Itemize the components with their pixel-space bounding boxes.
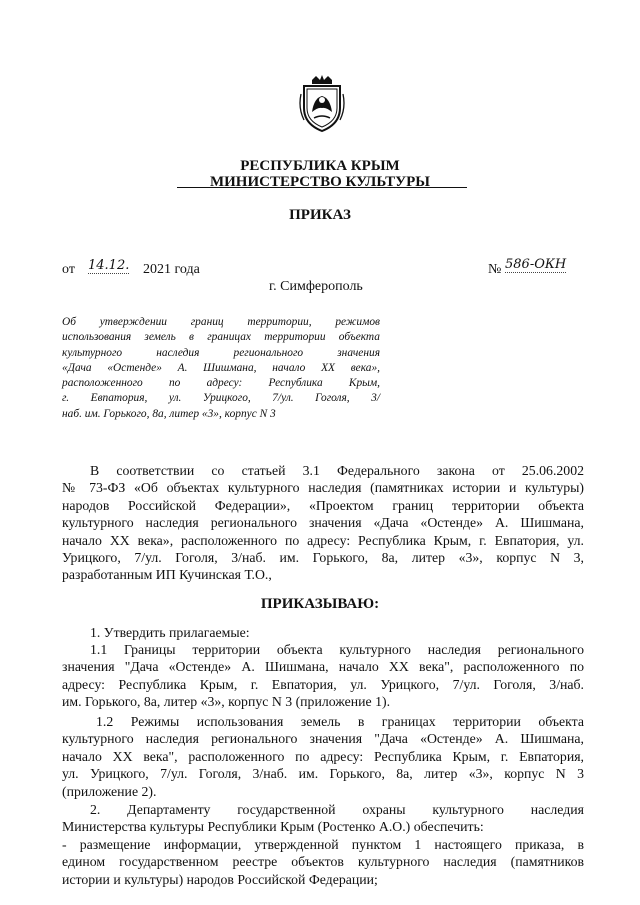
subject-line: наб. им. Горького, 8а, литер «3», корпус N 3: [62, 407, 276, 420]
date-year: 2021 года: [143, 262, 200, 277]
item-1-2-line: (приложение 2).: [62, 783, 157, 799]
item-1-1-line: адресу: Республика Крым, г. Евпатория, ул. Урицкого, 7/ул. Гоголя, 3/наб.: [62, 676, 584, 692]
date-handwritten: 14.12.: [88, 258, 130, 273]
preamble-line: В соответствии со статьей 3.1 Федерального закона от 25.06.2002: [90, 463, 584, 478]
item-1-1: [62, 641, 584, 711]
subject-line: г. Евпатория, ул. Урицкого, 7/ул. Гоголя, 3/: [62, 392, 380, 405]
item-1-2-line: 1.2 Режимы использования земель в границах территории объекта: [96, 714, 584, 729]
date-prefix: от: [62, 262, 75, 277]
republic-title: РЕСПУБЛИКА КРЫМ: [240, 158, 400, 174]
subject-line: «Дача «Остенде» А. Шишмана, начало XX века»,: [62, 361, 380, 374]
item-1-1-line: значения "Дача «Остенде» А. Шишмана, начало XX века", расположенного по: [62, 659, 584, 675]
item-1: [62, 624, 584, 641]
preamble-line: № 73-ФЗ «Об объектах культурного наследия (памятниках истории и культуры): [62, 480, 584, 496]
item-1-1-line: им. Горького, 8а, литер «3», корпус N 3 (приложение 1).: [62, 694, 391, 710]
item-2-line: едином государственном реестре объектов культурного наследия (памятников: [62, 854, 584, 870]
number-handwritten: 586-ОКН: [505, 257, 567, 272]
preamble-line: начало XX века», расположенного по адресу: Республика Крым, г. Евпатория, ул.: [62, 532, 584, 548]
preamble: [62, 462, 584, 584]
header-divider: [177, 187, 467, 188]
preamble-line: Урицкого, 7/ул. Гоголя, 3/наб. им. Горького, 8а, литер «3», корпус N 3,: [62, 550, 584, 566]
item-1-title: 1. Утвердить прилагаемые:: [90, 625, 250, 640]
coat-of-arms-emblem: [298, 74, 346, 134]
preamble-line: народов Российской Федерации», «Проектом границ территории объекта: [62, 497, 584, 513]
item-2-line: - размещение информации, утвержденной пунктом 1 настоящего приказа, в: [62, 836, 584, 852]
subject-line: использования земель в границах территории объекта: [62, 331, 380, 344]
ministry-title: МИНИСТЕРСТВО КУЛЬТУРЫ: [209, 174, 431, 190]
preamble-line: культурного наследия регионального значения «Дача «Остенде» А. Шишмана,: [62, 515, 584, 531]
item-1-2-line: культурного наследия регионального значения "Дача «Остенде» А. Шишмана,: [62, 731, 584, 747]
order-heading: ПРИКАЗЫВАЮ:: [260, 596, 380, 612]
item-2: [62, 801, 584, 888]
subject-line: культурного наследия регионального значения: [62, 346, 380, 359]
number-prefix: №: [488, 262, 502, 277]
document-type: ПРИКАЗ: [289, 207, 351, 223]
item-1-1-line: 1.1 Границы территории объекта культурного наследия регионального: [90, 642, 584, 657]
item-2-line: истории и культуры) народов Российской Федерации;: [62, 871, 378, 887]
item-1-2-line: начало XX века", расположенного по адресу: Республика Крым, г. Евпатория,: [62, 748, 584, 764]
subject-line: расположенного по адресу: Республика Крым,: [62, 377, 380, 390]
preamble-line: разработанным ИП Кучинская Т.О.,: [62, 567, 272, 583]
city: г. Симферополь: [269, 279, 363, 294]
item-1-2-line: ул. Урицкого, 7/ул. Гоголя, 3/наб. им. Горького, 8а, литер «3», корпус N 3: [62, 766, 584, 782]
subject-block: [62, 315, 380, 422]
subject-line: Об утверждении границ территории, режимов: [62, 316, 380, 328]
item-2-line: 2. Департаменту государственной охраны культурного наследия: [90, 802, 584, 817]
item-1-2: [62, 713, 584, 800]
item-2-line: Министерства культуры Республики Крым (Ростенко А.О.) обеспечить:: [62, 819, 484, 835]
